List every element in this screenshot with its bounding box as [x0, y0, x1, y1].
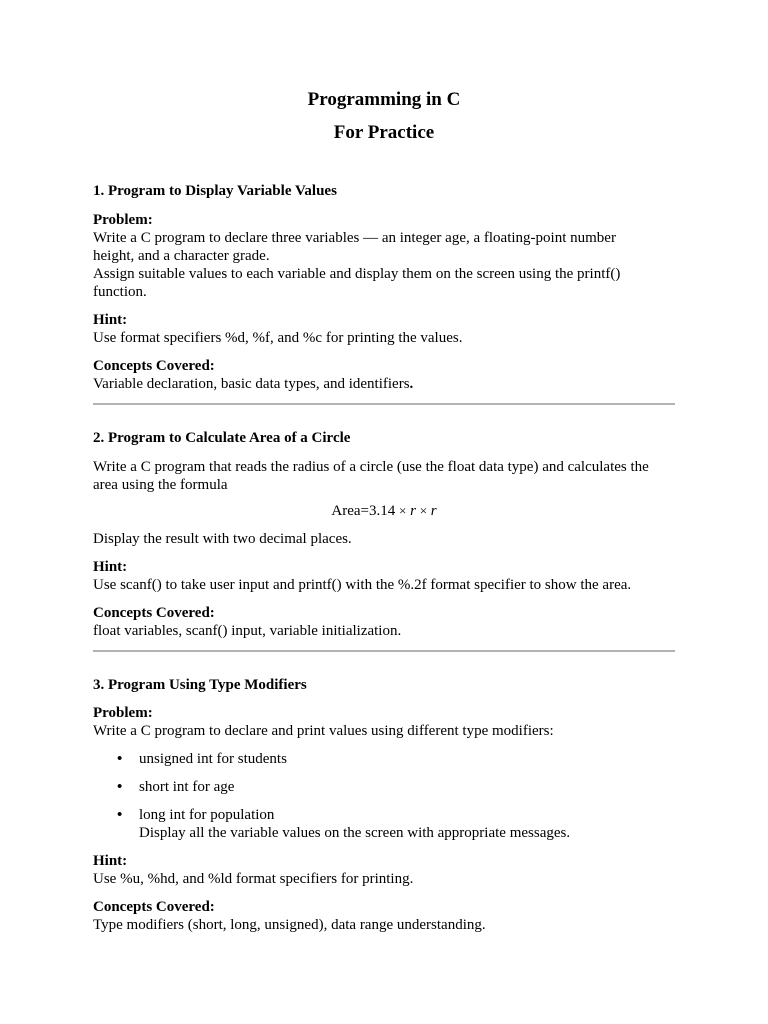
section-3-concepts-text: Type modifiers (short, long, unsigned), data range understanding.: [93, 917, 486, 933]
section-1-problem-line-3: Assign suitable values to each variable and display them on the screen using the printf(): [93, 266, 621, 282]
section-1-title: 1. Program to Display Variable Values: [93, 183, 337, 199]
section-1-hint-label: Hint:: [93, 312, 128, 328]
section-3-hint-label: Hint:: [93, 853, 128, 869]
bullet-continuation-text: Display all the variable values on the screen with appropriate messages.: [139, 825, 571, 841]
section-2-hint-text: Use scanf() to take user input and printf() with the %.2f format specifier to show the area.: [93, 577, 632, 593]
bullet-dot: •: [117, 807, 123, 823]
section-1-concepts-period: .: [409, 376, 414, 392]
formula-lhs: Area: [331, 503, 361, 519]
list-item-text: short int for age: [139, 779, 235, 795]
section-2-intro-line-1: Write a C program that reads the radius of a circle (use the float data type) and calculates the: [93, 459, 649, 475]
section-1-hint-text: Use format specifiers %d, %f, and %c for printing the values.: [93, 330, 463, 346]
section-2-after-text: Display the result with two decimal places.: [93, 531, 352, 547]
document-title: Programming in C: [307, 89, 461, 110]
list-item: [117, 778, 235, 796]
section-2-concepts-label: Concepts Covered:: [93, 605, 215, 621]
list-item: [117, 750, 287, 768]
document-subtitle: For Practice: [333, 122, 435, 143]
section-3-hint-text: Use %u, %hd, and %ld format specifiers for printing.: [93, 871, 414, 887]
formula-equals: =: [360, 503, 369, 519]
section-1-problem-line-4: function.: [93, 284, 147, 300]
section-1-concepts-body: Variable declaration, basic data types, and identifiers: [93, 376, 410, 392]
section-2-concepts-text: float variables, scanf() input, variable initialization.: [93, 623, 402, 639]
bullet-dot: •: [117, 751, 123, 767]
formula-var-r-1: r: [410, 503, 416, 519]
section-1-problem-line-1: Write a C program to declare three variables — an integer age, a floating-point number: [93, 230, 616, 246]
area-formula: [0, 502, 768, 520]
formula-times-2: ×: [419, 503, 428, 518]
section-divider: [93, 403, 675, 405]
section-1-problem-line-2: height, and a character grade.: [93, 248, 270, 264]
formula-constant: 3.14: [369, 503, 396, 519]
section-1-problem-label: Problem:: [93, 212, 153, 228]
formula-times-1: ×: [399, 503, 407, 518]
section-3-problem-text: Write a C program to declare and print values using different type modifiers:: [93, 723, 554, 739]
section-2-hint-label: Hint:: [93, 559, 128, 575]
list-item-text: long int for population: [139, 807, 275, 823]
section-1-concepts-text: [93, 375, 683, 393]
bullet-dot: •: [117, 779, 123, 795]
section-2-title: 2. Program to Calculate Area of a Circle: [93, 430, 351, 446]
list-item-text: unsigned int for students: [139, 751, 287, 767]
section-3-title: 3. Program Using Type Modifiers: [93, 677, 307, 693]
section-3-concepts-label: Concepts Covered:: [93, 899, 215, 915]
section-2-intro-line-2: area using the formula: [93, 477, 228, 493]
section-divider: [93, 650, 675, 652]
section-1-concepts-label: Concepts Covered:: [93, 358, 215, 374]
section-3-problem-label: Problem:: [93, 705, 153, 721]
formula-var-r-2: r: [430, 503, 437, 519]
list-item: [117, 806, 275, 824]
